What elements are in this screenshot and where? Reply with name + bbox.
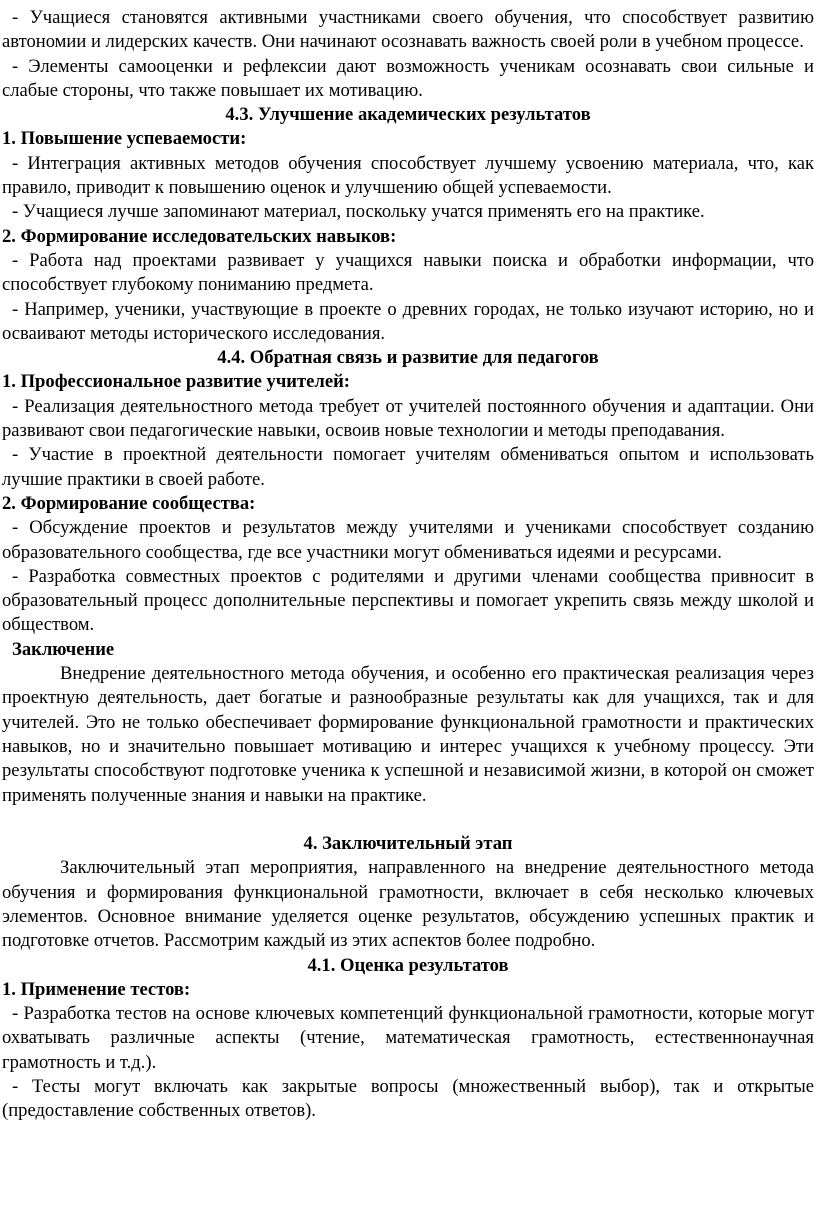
paragraph: - Например, ученики, участвующие в проекте о древних городах, не только изучают историю, но и осваивают методы исторического исследования. (2, 298, 814, 344)
paragraph: - Элементы самооценки и рефлексии дают возможность ученикам осознавать свои сильные и слабые стороны, что также повышает их мотивацию. (2, 55, 814, 101)
paragraph: - Работа над проектами развивает у учащихся навыки поиска и обработки информации, что способствует глубокому пониманию предмета. (2, 249, 814, 296)
conclusion-paragraph: Внедрение деятельностного метода обучения, и особенно его практическая реализация через проектную деятельность, дает богатые и разнообразные результаты как для учащихся, так и для учителей. Это не только обеспечивает формирование функциональной грамотности и практических навыков, но и значительно повышает мотивацию и интерес учащихся к учебному процессу. Эти результаты способствуют подготовке ученика к успешной и независимой жизни, в которой он сможет применять полученные знания и навыки на практике. (2, 663, 814, 806)
subheading-professional-development: 1. Профессиональное развитие учителей: (2, 371, 350, 393)
paragraph: - Обсуждение проектов и результатов между учителями и учениками способствует созданию образовательного сообщества, где все участники могут обмениваться идеями и ресурсами. (2, 517, 814, 563)
conclusion-heading: Заключение (12, 638, 115, 660)
paragraph: - Участие в проектной деятельности помогает учителям обмениваться опытом и использовать лучшие практики в своей работе. (2, 444, 814, 490)
spacer (2, 808, 814, 832)
section-heading-4: 4. Заключительный этап (303, 833, 513, 855)
paragraph: - Разработка совместных проектов с родителями и другими членами сообщества привносит в образовательный процесс дополнительные перспективы и помогает укрепить связь между школой и обществом. (2, 565, 814, 636)
paragraph: Заключительный этап мероприятия, направленного на внедрение деятельностного метода обучения и формирования функциональной грамотности, включает в себя несколько ключевых элементов. Основное внимание уделяется оценке результатов, обсуждению успешных практик и подготовке отчетов. Рассмотрим каждый из этих аспектов более подробно. (2, 857, 814, 952)
paragraph: - Тесты могут включать как закрытые вопросы (множественный выбор), так и открытые (предоставление собственных ответов). (2, 1076, 814, 1122)
section-heading-4-4: 4.4. Обратная связь и развитие для педагогов (217, 347, 599, 369)
subheading-community: 2. Формирование сообщества: (2, 492, 256, 514)
paragraph: - Разработка тестов на основе ключевых компетенций функциональной грамотности, которые могут охватывать различные аспекты (чтение, математическая грамотность, естественнонаучная грамотность и т.д.). (2, 1003, 814, 1073)
subheading-performance: 1. Повышение успеваемости: (2, 128, 247, 150)
subheading-research-skills: 2. Формирование исследовательских навыков: (2, 225, 397, 247)
section-heading-4-3: 4.3. Улучшение академических результатов (225, 104, 591, 126)
paragraph: - Интеграция активных методов обучения способствует лучшему усвоению материала, что, как правило, приводит к повышению оценок и улучшению общей успеваемости. (2, 152, 814, 199)
paragraph: - Учащиеся лучше запоминают материал, поскольку учатся применять его на практике. (12, 201, 705, 223)
paragraph: - Учащиеся становятся активными участниками своего обучения, что способствует развитию автономии и лидерских качеств. Они начинают осознавать важность своей роли в учебном процессе. (2, 7, 814, 53)
paragraph: - Реализация деятельностного метода требует от учителей постоянного обучения и адаптации. Они развивают свои педагогические навыки, освоив новые технологии и методы преподавания. (2, 395, 814, 442)
subheading-tests: 1. Применение тестов: (2, 978, 191, 1000)
section-heading-4-1: 4.1. Оценка результатов (307, 954, 509, 976)
